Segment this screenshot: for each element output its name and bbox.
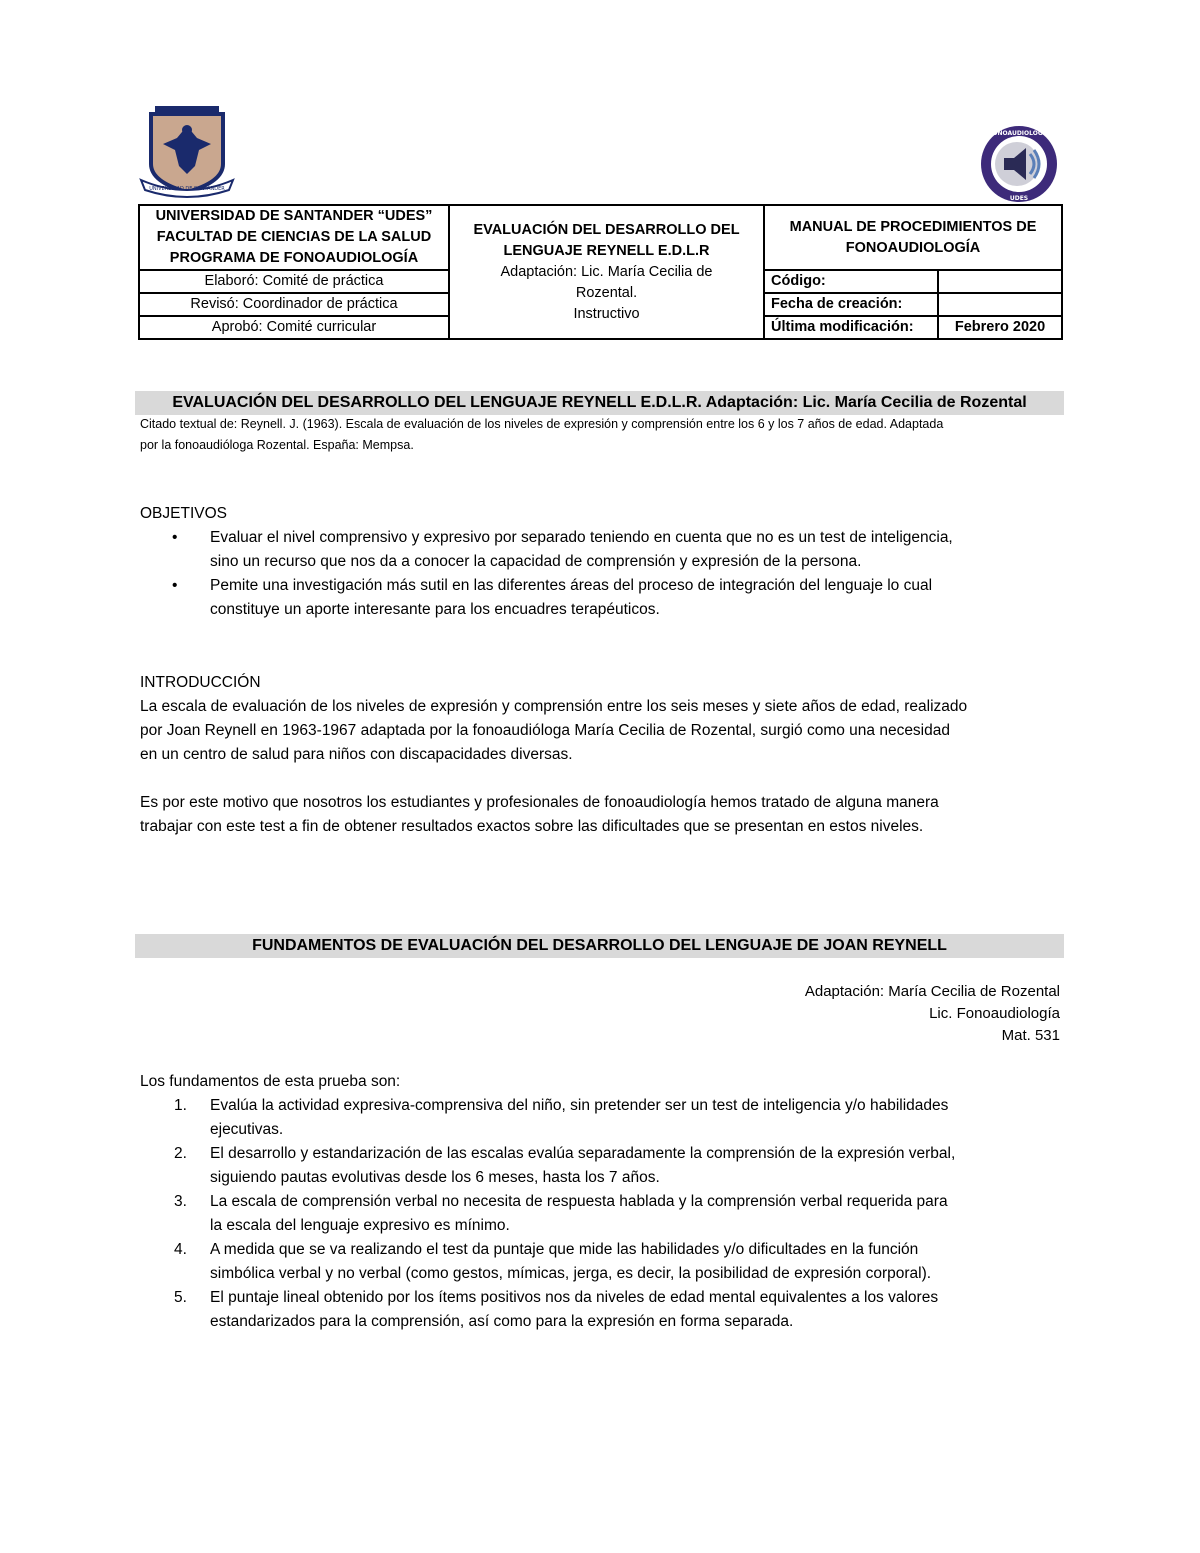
paragraph-line: por Joan Reynell en 1963-1967 adaptada por la fonoaudióloga María Cecilia de Rozental, surgió como una necesidad: [140, 722, 950, 739]
fundamento-line: A medida que se va realizando el test da puntaje que mide las habilidades y/o dificultades en la función: [210, 1241, 919, 1258]
eval-title-line-1: EVALUACIÓN DEL DESARROLLO DEL: [473, 221, 740, 238]
objetivos-title: OBJETIVOS: [140, 505, 227, 522]
fundamento-line: la escala del lenguaje expresivo es mínimo.: [210, 1217, 510, 1234]
eval-type: Instructivo: [573, 305, 640, 322]
fundamento-line: El desarrollo y estandarización de las escalas evalúa separadamente la comprensión de la expresión verbal,: [210, 1145, 956, 1162]
intro-paragraph-1: [140, 695, 1062, 767]
fonoaudiologia-logo: [978, 124, 1060, 204]
program-name: PROGRAMA DE FONOAUDIOLOGÍA: [169, 250, 419, 266]
objetivo-line: sino un recurso que nos da a conocer la capacidad de comprensión y expresión de la persona.: [210, 553, 862, 570]
fundamento-line: Evalúa la actividad expresiva-comprensiva del niño, sin pretender ser un test de inteligencia y/o habilidades: [210, 1097, 949, 1114]
intro-paragraph-2: [140, 791, 1062, 839]
fundamento-line: El puntaje lineal obtenido por los ítems positivos nos da niveles de edad mental equivalentes a los valores: [210, 1289, 939, 1306]
paragraph-line: La escala de evaluación de los niveles de expresión y comprensión entre los seis meses y siete años de edad, realizado: [140, 698, 968, 715]
section-title-evaluacion: EVALUACIÓN DEL DESARROLLO DEL LENGUAJE REYNELL E.D.L.R. Adaptación: Lic. María Cecilia de Rozental: [135, 391, 1064, 415]
logo-right-top-text: FONOAUDIOLOGÍA: [988, 130, 1050, 137]
list-item: [140, 526, 1062, 574]
university-name: UNIVERSIDAD DE SANTANDER “UDES”: [155, 208, 433, 224]
logo-left-text: UNIVERSIDAD DE SANTANDER: [149, 186, 225, 192]
eval-title-line-2: LENGUAJE REYNELL E.D.L.R: [503, 242, 710, 259]
adaptation-credit: [140, 981, 1060, 1047]
fundamento-line: La escala de comprensión verbal no necesita de respuesta hablada y la comprensión verbal requerida para: [210, 1193, 948, 1210]
logo-right-bottom-text: UDES: [1009, 195, 1029, 202]
university-logo: [137, 104, 237, 200]
ultima-modificacion-label: Última modificación:: [764, 316, 938, 339]
list-item: [140, 1094, 1062, 1142]
fundamento-line: siguiendo pautas evolutivas desde los 6 meses, hasta los 7 años.: [210, 1169, 660, 1186]
fecha-creacion-value: [938, 293, 1062, 316]
institution-cell: [139, 205, 449, 270]
list-item: [140, 574, 1062, 622]
paragraph-line: en un centro de salud para niños con discapacidades diversas.: [140, 746, 573, 763]
list-item: [140, 1238, 1062, 1286]
item-number: 4.: [174, 1241, 187, 1258]
manual-line-2: FONOAUDIOLOGÍA: [845, 239, 981, 256]
codigo-label: Código:: [764, 270, 938, 293]
faculty-name: FACULTAD DE CIENCIAS DE LA SALUD: [156, 229, 432, 245]
evaluation-title-cell: [449, 205, 764, 339]
objetivo-line: Pemite una investigación más sutil en las diferentes áreas del proceso de integración del lenguaje lo cual: [210, 577, 933, 594]
bullet-icon: •: [172, 577, 178, 594]
fundamentos-list: [140, 1094, 1062, 1334]
section-title-fundamentos: FUNDAMENTOS DE EVALUACIÓN DEL DESARROLLO DEL LENGUAJE DE JOAN REYNELL: [135, 934, 1064, 958]
objetivos-list: [140, 526, 1062, 622]
reviso-cell: Revisó: Coordinador de práctica: [139, 293, 449, 316]
citation: [140, 414, 1062, 456]
introduccion-title: INTRODUCCIÓN: [140, 674, 261, 691]
citation-line-2: por la fonoaudióloga Rozental. España: Mempsa.: [140, 438, 414, 452]
item-number: 5.: [174, 1289, 187, 1306]
codigo-value: [938, 270, 1062, 293]
eval-adapt-line-2: Rozental.: [575, 284, 638, 301]
fundamentos-intro: Los fundamentos de esta prueba son:: [140, 1073, 401, 1090]
fundamento-line: estandarizados para la comprensión, así como para la expresión en forma separada.: [210, 1313, 794, 1330]
aprobo-cell: Aprobó: Comité curricular: [139, 316, 449, 339]
list-item: [140, 1286, 1062, 1334]
citation-line-1: Citado textual de: Reynell. J. (1963). Escala de evaluación de los niveles de expresión y comprensión entre los 6 y los 7 años de edad. Adaptada: [140, 417, 944, 431]
list-item: [140, 1190, 1062, 1238]
credit-mat: Mat. 531: [1001, 1027, 1060, 1044]
eval-adapt-line-1: Adaptación: Lic. María Cecilia de: [500, 263, 713, 280]
objetivo-line: Evaluar el nivel comprensivo y expresivo por separado teniendo en cuenta que no es un test de inteligencia,: [210, 529, 953, 546]
fundamentos-section: [140, 1070, 1062, 1334]
fundamento-line: simbólica verbal y no verbal (como gestos, mímicas, jerga, es decir, la posibilidad de expresión corporal).: [210, 1265, 932, 1282]
paragraph-line: Es por este motivo que nosotros los estudiantes y profesionales de fonoaudiología hemos tratado de alguna manera: [140, 794, 939, 811]
manual-cell: [764, 205, 1062, 270]
objetivo-line: constituye un aporte interesante para los encuadres terapéuticos.: [210, 601, 660, 618]
fecha-creacion-label: Fecha de creación:: [764, 293, 938, 316]
objetivos-section: [140, 502, 1062, 622]
item-number: 3.: [174, 1193, 187, 1210]
credit-lic: Lic. Fonoaudiología: [929, 1005, 1060, 1022]
introduccion-section: [140, 671, 1062, 839]
manual-line-1: MANUAL DE PROCEDIMIENTOS DE: [789, 218, 1037, 235]
elaboro-cell: Elaboró: Comité de práctica: [139, 270, 449, 293]
ultima-modificacion-value: Febrero 2020: [938, 316, 1062, 339]
credit-adapt: Adaptación: María Cecilia de Rozental: [804, 983, 1060, 1000]
document-header-table: [138, 204, 1063, 340]
item-number: 1.: [174, 1097, 187, 1114]
item-number: 2.: [174, 1145, 187, 1162]
list-item: [140, 1142, 1062, 1190]
bullet-icon: •: [172, 529, 178, 546]
paragraph-line: trabajar con este test a fin de obtener resultados exactos sobre las dificultades que se presentan en estos niveles.: [140, 818, 924, 835]
fundamento-line: ejecutivas.: [210, 1121, 284, 1138]
